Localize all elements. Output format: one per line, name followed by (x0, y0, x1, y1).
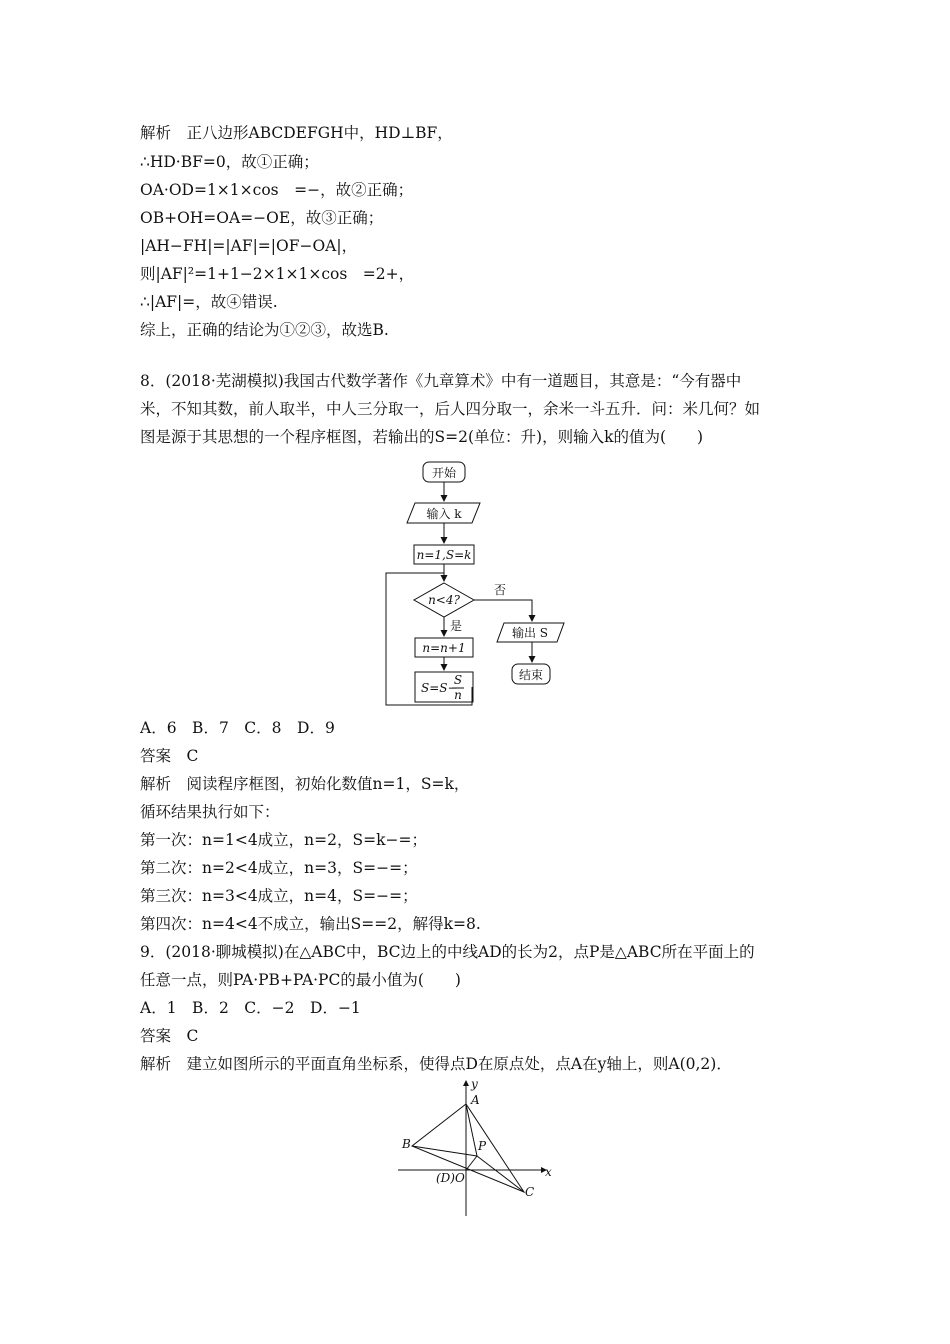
options: A．1 B．2 C．−2 D．−1 (140, 999, 361, 1017)
question-stem-line: 9．(2018·聊城模拟)在△ABC中，BC边上的中线AD的长为2，点P是△ABC所在平面上的 (140, 943, 755, 961)
text-line: 则|AF|²=1+1−2×1×1×cos =2+， (140, 265, 415, 283)
solution-line: 解析 建立如图所示的平面直角坐标系，使得点D在原点处，点A在y轴上，则A(0,2)． (140, 1055, 732, 1073)
point-c-label: C (525, 1185, 535, 1199)
flowchart-end-label: 结束 (518, 668, 544, 682)
question-stem-line: 图是源于其思想的一个程序框图，若输出的S=2(单位：升)，则输入k的值为( ) (140, 428, 704, 446)
text-line: OB+OH=OA=−OE，故③正确； (140, 209, 384, 227)
flowchart (370, 455, 590, 713)
options: A．6 B．7 C．8 D．9 (140, 719, 335, 737)
y-axis-label: y (471, 1077, 478, 1091)
text-line: ∴HD·BF=0，故①正确； (140, 153, 319, 171)
x-axis-label: x (545, 1165, 552, 1179)
flowchart-init-label: n=1,S=k (416, 548, 472, 562)
solution-line: 第二次：n=2<4成立，n=3，S=−=； (140, 859, 418, 877)
flowchart-decision-label: n<4? (428, 593, 460, 607)
answer: 答案 C (140, 747, 199, 765)
flowchart-input-label: 输入 k (426, 507, 462, 521)
solution-line: 第四次：n=4<4不成立，输出S==2，解得k=8. (140, 915, 481, 933)
text-line: |AH−FH|=|AF|=|OF−OA|， (140, 237, 358, 255)
coordinate-figure (380, 1076, 560, 1220)
flowchart-step1-label: n=n+1 (422, 641, 466, 655)
flowchart-step2-den: n (454, 688, 462, 702)
point-o-label: (D)O (436, 1171, 465, 1185)
text-line: 解析 正八边形ABCDEFGH中，HD⊥BF， (140, 124, 453, 142)
solution-line: 解析 阅读程序框图，初始化数值n=1，S=k， (140, 775, 470, 793)
flowchart-step2-lhs: S=S− (421, 681, 458, 695)
solution-line: 第一次：n=1<4成立，n=2，S=k−=； (140, 831, 427, 849)
solution-line: 第三次：n=3<4成立，n=4，S=−=； (140, 887, 418, 905)
text-line: 综上，正确的结论为①②③，故选B. (140, 321, 389, 339)
flowchart-step2-num: S (453, 673, 463, 687)
question-stem-line: 米，不知其数，前人取半，中人三分取一，后人四分取一，余米一斗五升．问：米几何？如 (140, 400, 761, 418)
flowchart-no-label: 否 (493, 583, 507, 597)
flowchart-yes-label: 是 (450, 619, 463, 633)
answer: 答案 C (140, 1027, 199, 1045)
flowchart-start-label: 开始 (431, 466, 457, 480)
question-stem-line: 8．(2018·芜湖模拟)我国古代数学著作《九章算术》中有一道题目，其意是：“今有器中 (140, 372, 742, 390)
question-stem-line: 任意一点，则PA·PB+PA·PC的最小值为( ) (140, 971, 461, 989)
point-p-label: P (478, 1139, 487, 1153)
text-line: ∴|AF|=，故④错误. (140, 293, 278, 311)
point-b-label: B (402, 1137, 411, 1151)
solution-line: 循环结果执行如下： (140, 803, 280, 821)
flowchart-output-label: 输出 S (511, 626, 549, 640)
text-line: OA·OD=1×1×cos =−，故②正确； (140, 181, 414, 199)
point-a-label: A (471, 1093, 480, 1107)
